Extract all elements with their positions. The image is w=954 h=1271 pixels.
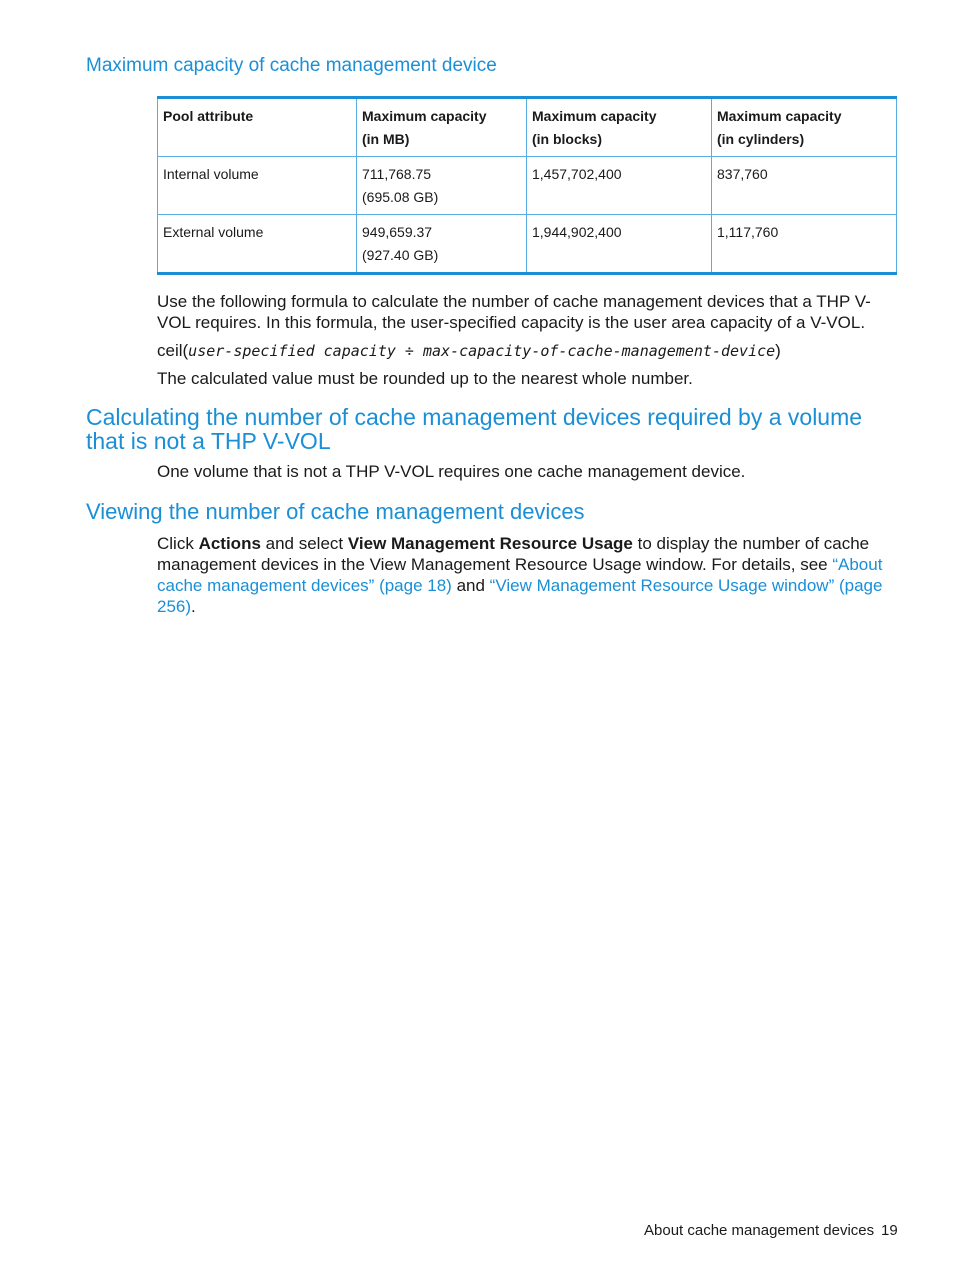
cell-attribute: Internal volume	[158, 157, 357, 215]
cell-blocks: 1,944,902,400	[527, 215, 712, 274]
cell-mb: 949,659.37 (927.40 GB)	[357, 215, 527, 274]
formula: ceil(user-specified capacity ÷ max-capacity-of-cache-management-device)	[157, 341, 781, 360]
cell-cylinders: 837,760	[712, 157, 897, 215]
page-number: 19	[881, 1222, 898, 1239]
cell-cylinders: 1,117,760	[712, 215, 897, 274]
about-cache-management-devices-link[interactable]: “About cache management devices” (page 18)	[157, 555, 883, 595]
formula-expression: user-specified capacity ÷ max-capacity-of-cache-management-device	[188, 342, 776, 360]
actions-menu-label: Actions	[198, 534, 261, 553]
header-pool-attribute: Pool attribute	[158, 98, 357, 157]
header-capacity-mb: Maximum capacity (in MB)	[357, 98, 527, 157]
formula-intro: Use the following formula to calculate the number of cache management devices that a THP V-VOL requires. In this formula, the user-specified capacity is the user area capacity of a V-VOL.	[157, 292, 871, 332]
view-management-resource-usage-window-link[interactable]: “View Management Resource Usage window” (page 256)	[157, 576, 883, 616]
header-capacity-blocks: Maximum capacity (in blocks)	[527, 98, 712, 157]
table-header-row	[158, 98, 897, 157]
heading-non-thp: Calculating the number of cache management devices required by a volume that is not a THP V-VOL	[86, 404, 863, 454]
rounding-note: The calculated value must be rounded up to the nearest whole number.	[157, 369, 693, 388]
viewing-paragraph: Click Actions and select View Management Resource Usage to display the number of cache management devices in the View Management Resource Usage window. For details, see “About cache management devices” (page 18) and “View Management Resource Usage window” (page 256).	[157, 534, 883, 616]
header-capacity-cylinders: Maximum capacity (in cylinders)	[712, 98, 897, 157]
view-management-resource-usage-label: View Management Resource Usage	[347, 534, 633, 553]
heading-viewing: Viewing the number of cache management devices	[86, 499, 585, 524]
footer-section-title: About cache management devices	[644, 1222, 875, 1239]
table-row	[158, 157, 897, 215]
capacity-table	[157, 96, 897, 275]
cell-blocks: 1,457,702,400	[527, 157, 712, 215]
table-row	[158, 215, 897, 274]
non-thp-text: One volume that is not a THP V-VOL requires one cache management device.	[157, 462, 746, 481]
cell-attribute: External volume	[158, 215, 357, 274]
cell-mb: 711,768.75 (695.08 GB)	[357, 157, 527, 215]
section-title: Maximum capacity of cache management device	[86, 55, 497, 76]
